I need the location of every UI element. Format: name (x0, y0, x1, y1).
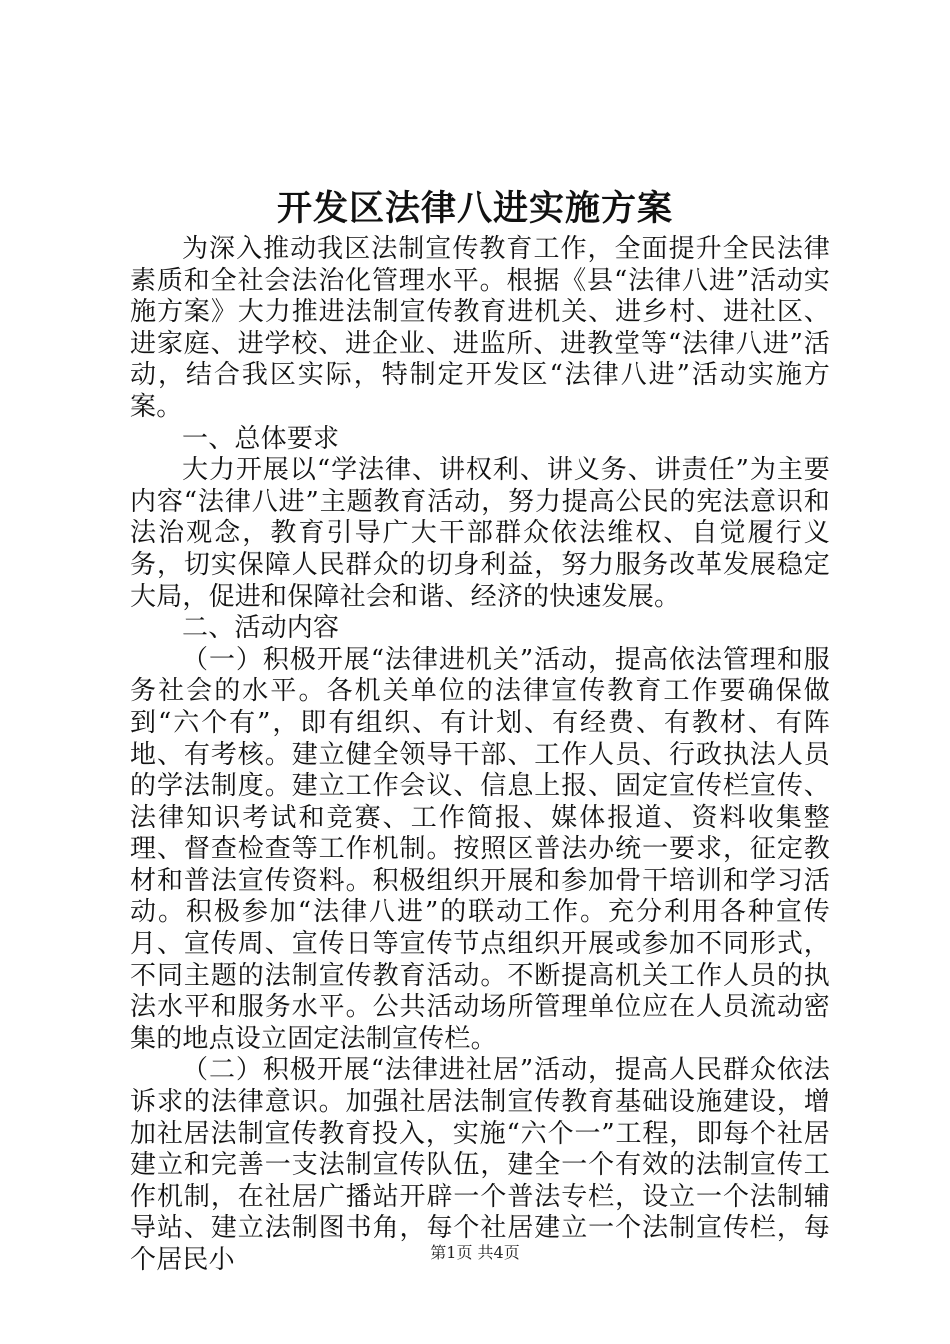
activity-item-2-paragraph: （二）积极开展“法律进社居”活动，提高人民群众依法诉求的法律意识。加强社居法制宣传教育基础设施建设，增加社居法制宣传教育投入，实施“六个一”工程，即每个社居建立和完善一支法制宣传队伍，建全一个有效的法制宣传工作机制，在社居广播站开辟一个普法专栏，设立一个法制辅导站、建立法制图书角，每个社居建立一个法制宣传栏，每个居民小 (130, 1055, 830, 1275)
general-requirements-paragraph: 大力开展以“学法律、讲权利、讲义务、讲责任”为主要内容“法律八进”主题教育活动，努力提高公民的宪法意识和法治观念，教育引导广大干部群众依法维权、自觉履行义务，切实保障人民群众的切身利益，努力服务改革发展稳定大局，促进和保障社会和谐、经济的快速发展。 (130, 455, 830, 612)
section-heading-general-requirements: 一、总体要求 (182, 423, 340, 454)
activity-item-1-paragraph: （一）积极开展“法律进机关”活动，提高依法管理和服务社会的水平。各机关单位的法律宣传教育工作要确保做到“六个有”，即有组织、有计划、有经费、有教材、有阵地、有考核。建立健全领导干部、工作人员、行政执法人员的学法制度。建立工作会议、信息上报、固定宣传栏宣传、法律知识考试和竞赛、工作简报、媒体报道、资料收集整理、督查检查等工作机制。按照区普法办统一要求，征定教材和普法宣传资料。积极组织开展和参加骨干培训和学习活动。积极参加“法律八进”的联动工作。充分利用各种宣传月、宣传周、宣传日等宣传节点组织开展或参加不同形式，不同主题的法制宣传教育活动。不断提高机关工作人员的执法水平和服务水平。公共活动场所管理单位应在人员流动密集的地点设立固定法制宣传栏。 (130, 644, 830, 1054)
intro-paragraph: 为深入推动我区法制宣传教育工作，全面提升全民法律素质和全社会法治化管理水平。根据《县“法律八进”活动实施方案》大力推进法制宣传教育进机关、进乡村、进社区、进家庭、进学校、进企业、进监所、进教堂等“法律八进”活动，结合我区实际，特制定开发区“法律八进”活动实施方案。 (130, 234, 830, 422)
section-heading-activity-content: 二、活动内容 (182, 613, 340, 644)
page-number-footer: 第1页 共4页 (430, 1243, 520, 1262)
document-body (130, 234, 830, 1277)
document-title: 开发区法律八进实施方案 (276, 188, 673, 229)
